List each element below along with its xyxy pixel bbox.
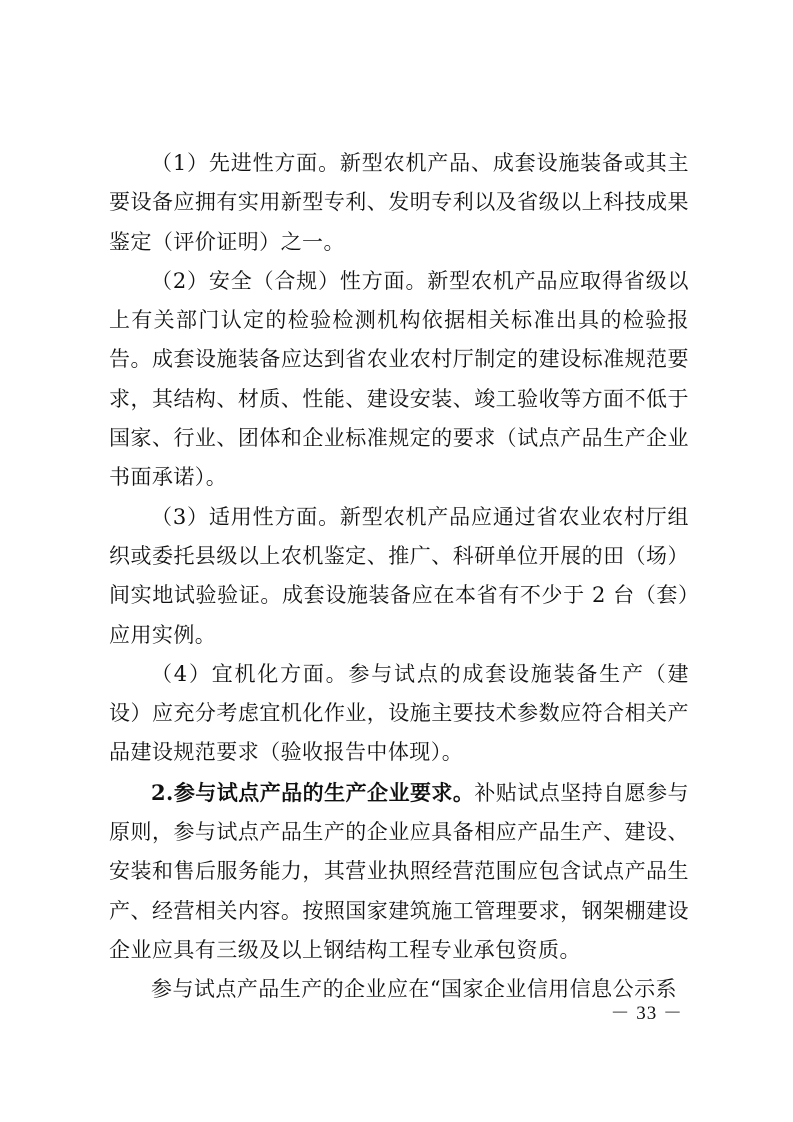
section-heading: 2.参与试点产品的生产企业要求。: [151, 779, 475, 805]
page-number: － 33 －: [610, 1003, 683, 1024]
paragraph-text: 补贴试点坚持自愿参与原则，参与试点产品生产的企业应具备相应产品生产、建设、安装和售后服务能力，其营业执照经营范围应包含试点产品生产、经营相关内容。按照国家建筑施工管理要求，钢架棚建设企业应具有三级及以上钢结构工程专业承包资质。: [109, 780, 689, 962]
paragraph-text: （4）宜机化方面。参与试点的成套设施装备生产（建设）应充分考虑宜机化作业，设施主要技术参数应符合相关产品建设规范要求（验收报告中体现）。: [109, 661, 689, 765]
paragraph-advancement: [109, 144, 689, 262]
paragraph-applicability: [109, 498, 689, 655]
paragraph-enterprise-requirements: [109, 773, 689, 970]
paragraph-text: （2）安全（合规）性方面。新型农机产品应取得省级以上有关部门认定的检验检测机构依据相关标准出具的检验报告。成套设施装备应达到省农业农村厅制定的建设标准规范要求，其结构、材质、性能、建设安装、竣工验收等方面不低于国家、行业、团体和企业标准规定的要求（试点产品生产企业书面承诺）。: [109, 268, 689, 490]
paragraph-text: （1）先进性方面。新型农机产品、成套设施装备或其主要设备应拥有实用新型专利、发明专利以及省级以上科技成果鉴定（评价证明）之一。: [109, 151, 689, 254]
body-text: [109, 144, 689, 1010]
paragraph-mechanization: [109, 655, 689, 773]
paragraph-credit-system: [109, 970, 689, 1009]
paragraph-text: （3）适用性方面。新型农机产品应通过省农业农村厅组织或委托县级以上农机鉴定、推广、科研单位开展的田（场）间实地试验验证。成套设施装备应在本省有不少于 2 台（套）应用实例。: [109, 504, 689, 647]
paragraph-text: 参与试点产品生产的企业应在“国家企业信用信息公示系: [151, 977, 677, 1002]
paragraph-safety-compliance: [109, 262, 689, 498]
